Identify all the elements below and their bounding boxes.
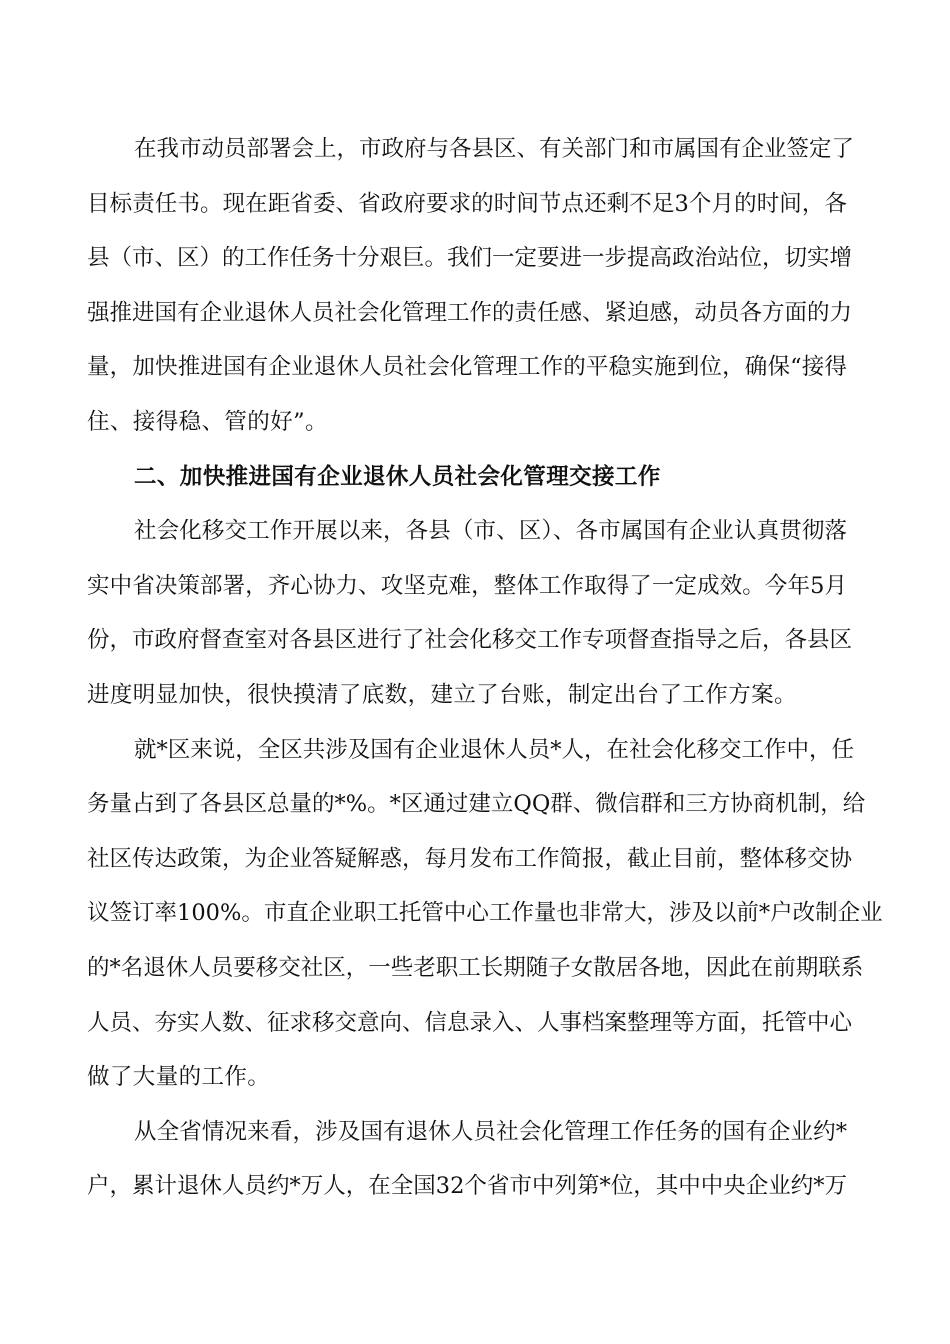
text-line: 社会化移交工作开展以来，各县（市、区）、各市属国有企业认真贯彻落 [134,518,847,545]
document-page [87,122,883,1214]
text-line: 目标责任书。现在距省委、省政府要求的时间节点还剩不足3个月的时间，各 [87,190,847,217]
paragraph-2 [87,504,853,722]
text-line: 的*名退休人员要移交社区，一些老职工长期随子女散居各地，因此在前期联系 [87,954,864,981]
text-line: 务量占到了各县区总量的*%。*区通过建立QQ群、微信群和三方协商机制，给 [87,791,866,818]
text-line: 进度明显加快，很快摸清了底数，建立了台账，制定出台了工作方案。 [87,681,797,708]
paragraph-3 [87,723,883,1105]
text-line: 议签订率100%。市直企业职工托管中心工作量也非常大，涉及以前*户改制企业 [87,900,883,927]
text-line: 户，累计退休人员约*万人，在全国32个省市中列第*位，其中中央企业约*万 [87,1173,847,1200]
text-line: 实中省决策部署，齐心协力、攻坚克难，整体工作取得了一定成效。今年5月 [87,572,847,599]
text-line: 住、接得稳、管的好”。 [87,408,328,435]
text-line: 就*区来说，全区共涉及国有企业退休人员*人，在社会化移交工作中，任 [134,736,855,763]
text-line: 从全省情况来看，涉及国有退休人员社会化管理工作任务的国有企业约* [134,1118,847,1145]
text-line: 社区传达政策，为企业答疑解惑，每月发布工作简报，截止目前，整体移交协 [87,845,853,872]
text-line: 强推进国有企业退休人员社会化管理工作的责任感、紧迫感，动员各方面的力 [87,299,853,326]
paragraph-4 [87,1105,847,1214]
text-line: 县（市、区）的工作任务十分艰巨。我们一定要进一步提高政治站位，切实增 [87,245,853,272]
paragraph-1 [87,122,855,450]
text-line: 量，加快推进国有企业退休人员社会化管理工作的平稳实施到位，确保“接得 [87,354,847,381]
heading-line: 二、加快推进国有企业退休人员社会化管理交接工作 [134,463,661,490]
text-line: 在我市动员部署会上，市政府与各县区、有关部门和市属国有企业签定了 [134,136,855,162]
text-line: 人员、夯实人数、征求移交意向、信息录入、人事档案整理等方面，托管中心 [87,1009,853,1036]
text-line: 份，市政府督查室对各县区进行了社会化移交工作专项督查指导之后，各县区 [87,627,853,654]
section-heading [87,450,847,505]
text-line: 做了大量的工作。 [87,1064,271,1091]
